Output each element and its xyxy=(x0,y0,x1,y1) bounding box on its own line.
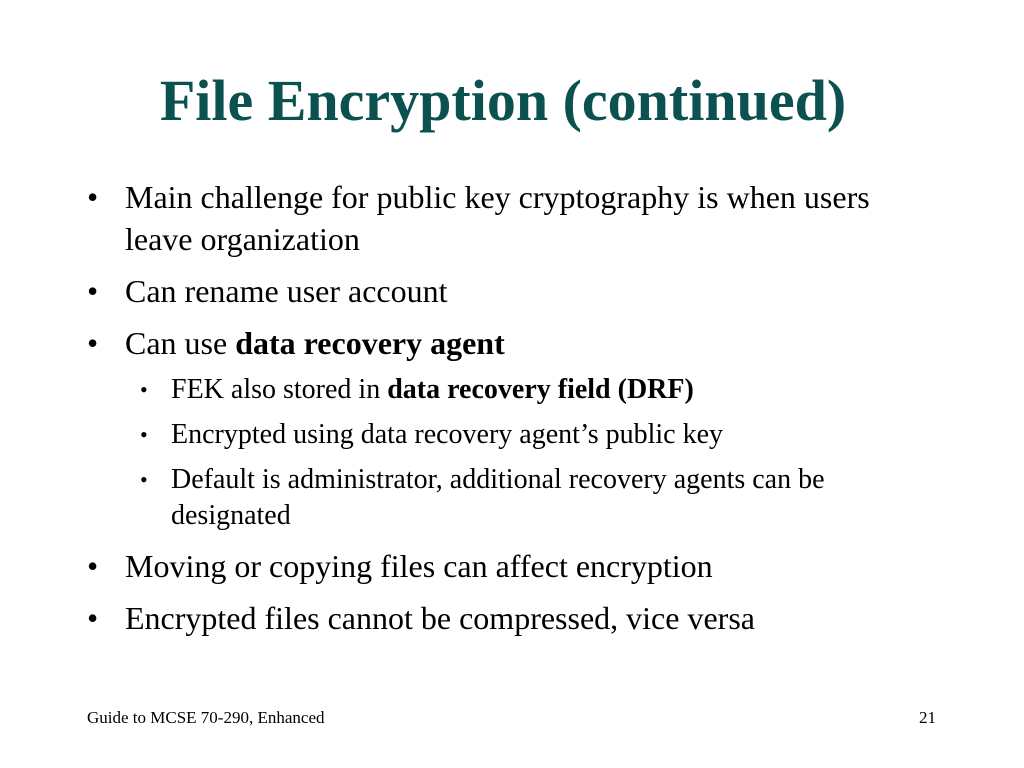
bullet-dot: • xyxy=(87,273,99,309)
bullet-text: Encrypted files cannot be compressed, vice versa xyxy=(125,600,755,636)
sub-bullet-item xyxy=(0,417,1024,453)
bullet-dot: • xyxy=(87,600,99,636)
sub-bullet-item xyxy=(0,462,1024,534)
sub-bullet-text: FEK also stored in xyxy=(171,374,388,405)
sub-bullet-item xyxy=(0,372,1024,408)
bullet-item xyxy=(0,322,1024,364)
bullet-item xyxy=(0,270,1024,312)
bullet-text: Moving or copying files can affect encryption xyxy=(125,548,713,584)
bullet-list xyxy=(0,176,1024,649)
sub-bullet-dot: • xyxy=(140,422,148,447)
sub-bullet-text: Default is administrator, additional recovery agents can be designated xyxy=(171,464,825,531)
bullet-item xyxy=(0,545,1024,587)
bullet-item xyxy=(0,597,1024,639)
bullet-text: Can rename user account xyxy=(125,273,448,309)
bullet-dot: • xyxy=(87,325,99,361)
bullet-dot: • xyxy=(87,179,99,215)
bullet-item xyxy=(0,176,1024,260)
bullet-bold-text: data recovery agent xyxy=(235,325,505,361)
sub-bullet-bold-text: data recovery field (DRF) xyxy=(387,374,694,405)
footer-text: Guide to MCSE 70-290, Enhanced xyxy=(87,708,325,727)
slide-title: File Encryption (continued) xyxy=(159,68,847,133)
bullet-text: Can use xyxy=(125,325,236,361)
sub-bullet-dot: • xyxy=(140,467,148,492)
bullet-dot: • xyxy=(87,548,99,584)
bullet-text: Main challenge for public key cryptography is when users leave organization xyxy=(125,179,870,257)
sub-bullet-text: Encrypted using data recovery agent’s public key xyxy=(171,419,724,450)
sub-bullet-dot: • xyxy=(140,377,148,402)
page-number: 21 xyxy=(919,708,936,727)
